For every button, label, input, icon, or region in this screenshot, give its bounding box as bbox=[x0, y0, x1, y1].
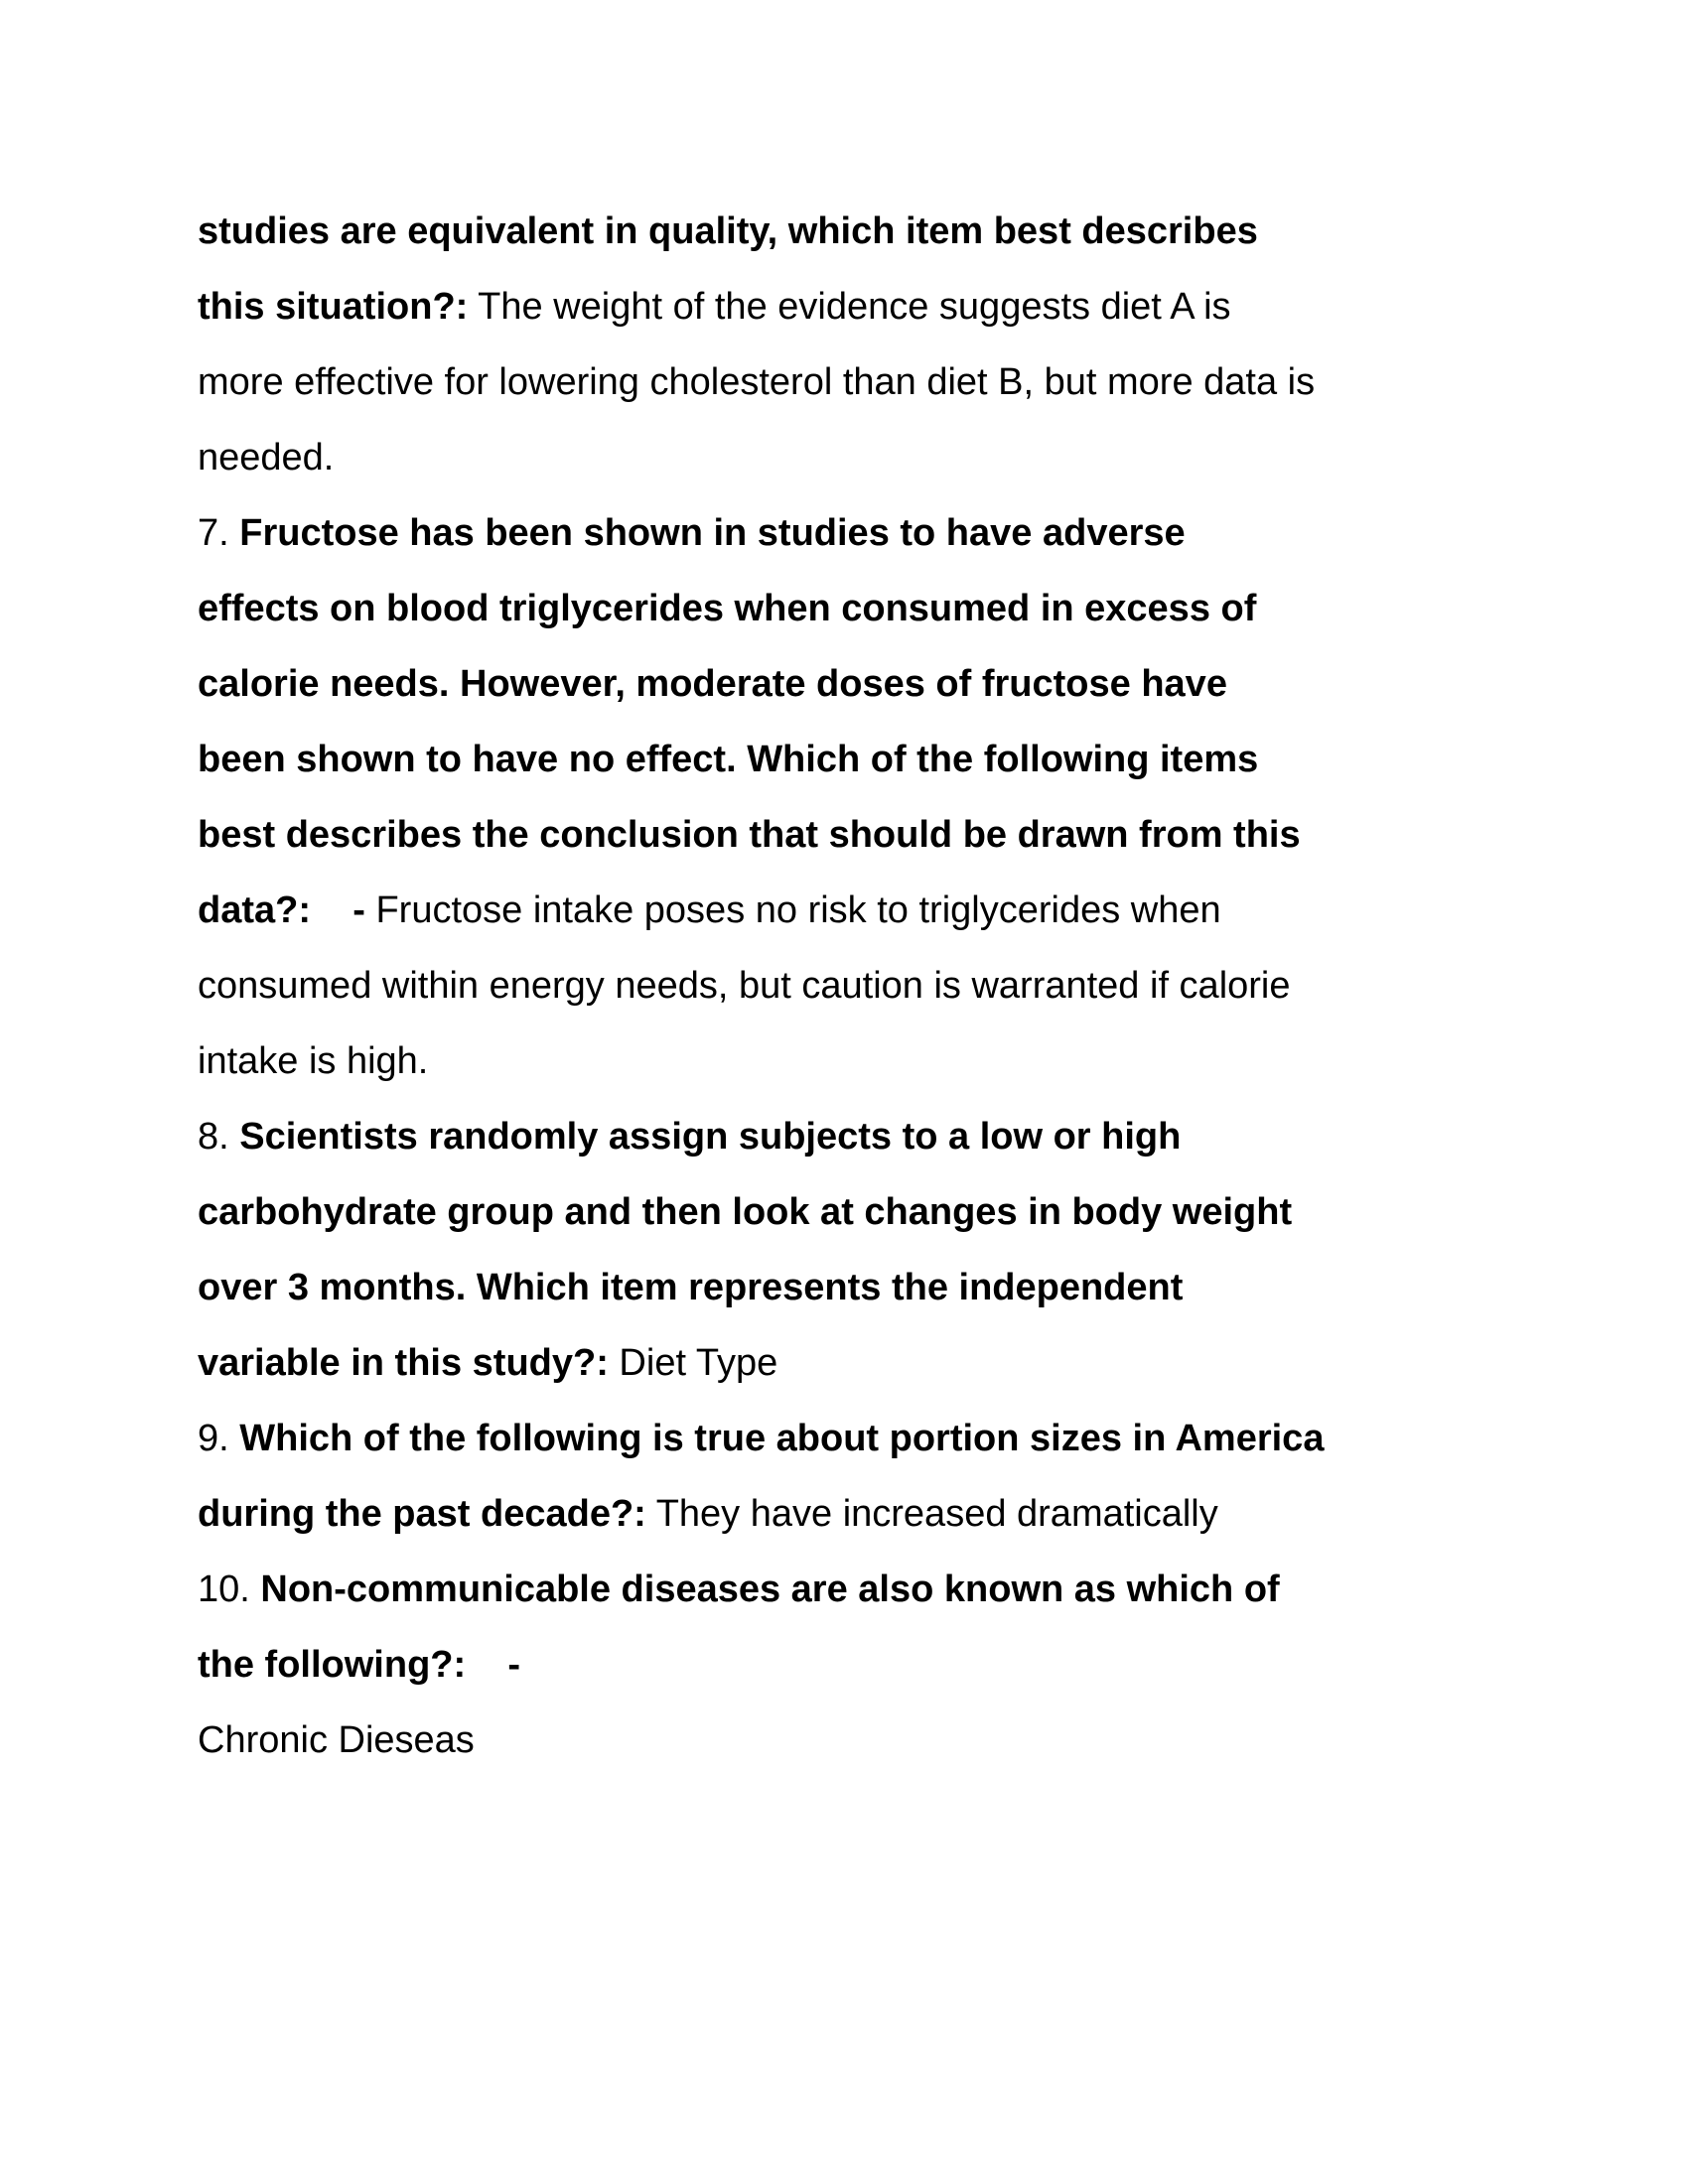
text-line bbox=[198, 344, 1528, 420]
text-line bbox=[198, 194, 1528, 269]
text-line bbox=[198, 1476, 1528, 1552]
answer-text: They have increased dramatically bbox=[645, 1493, 1218, 1535]
text-line bbox=[198, 1174, 1528, 1250]
text-line bbox=[198, 571, 1528, 646]
text-line bbox=[198, 1703, 1528, 1778]
answer-text: needed. bbox=[198, 437, 335, 478]
text-line bbox=[198, 420, 1528, 495]
answer-text: The weight of the evidence suggests diet A is bbox=[468, 286, 1231, 328]
question-text: over 3 months. Which item represents the independent bbox=[198, 1267, 1184, 1308]
question-text: been shown to have no effect. Which of the following items bbox=[198, 739, 1259, 780]
question-text: during the past decade?: bbox=[198, 1493, 646, 1535]
question-text: this situation?: bbox=[198, 286, 469, 328]
answer-text: 9. bbox=[198, 1418, 240, 1459]
answer-text: Fructose intake poses no risk to triglycerides when bbox=[364, 889, 1221, 931]
answer-text: consumed within energy needs, but caution is warranted if calorie bbox=[198, 965, 1291, 1007]
text-line bbox=[198, 1024, 1528, 1099]
answer-text: Chronic Dieseas bbox=[198, 1719, 475, 1761]
question-text: the following?: - bbox=[198, 1644, 521, 1686]
text-line bbox=[198, 1401, 1528, 1476]
question-text: best describes the conclusion that should be drawn from this bbox=[198, 814, 1301, 856]
text-line bbox=[198, 269, 1528, 344]
answer-text: more effective for lowering cholesterol than diet B, but more data is bbox=[198, 361, 1316, 403]
text-line bbox=[198, 495, 1528, 571]
text-line bbox=[198, 1552, 1528, 1627]
question-text: Fructose has been shown in studies to have adverse bbox=[239, 512, 1186, 554]
answer-text: 7. bbox=[198, 512, 240, 554]
text-line bbox=[198, 797, 1528, 873]
text-line bbox=[198, 1250, 1528, 1325]
question-text: studies are equivalent in quality, which item best describes bbox=[198, 210, 1258, 252]
text-line bbox=[198, 646, 1528, 722]
answer-text: Diet Type bbox=[608, 1342, 778, 1384]
question-text: calorie needs. However, moderate doses of fructose have bbox=[198, 663, 1227, 705]
question-text: effects on blood triglycerides when consumed in excess of bbox=[198, 588, 1257, 629]
answer-text: 10. bbox=[198, 1569, 261, 1610]
qa-text-block bbox=[198, 194, 1528, 1778]
question-text: Non-communicable diseases are also known as which of bbox=[260, 1569, 1280, 1610]
answer-text: 8. bbox=[198, 1116, 240, 1158]
question-text: Which of the following is true about portion sizes in America bbox=[239, 1418, 1325, 1459]
question-text: data?: - bbox=[198, 889, 365, 931]
text-line bbox=[198, 1099, 1528, 1174]
text-line bbox=[198, 722, 1528, 797]
text-line bbox=[198, 948, 1528, 1024]
answer-text: intake is high. bbox=[198, 1040, 429, 1082]
question-text: carbohydrate group and then look at changes in body weight bbox=[198, 1191, 1293, 1233]
text-line bbox=[198, 1627, 1528, 1703]
question-text: variable in this study?: bbox=[198, 1342, 609, 1384]
question-text: Scientists randomly assign subjects to a low or high bbox=[239, 1116, 1182, 1158]
text-line bbox=[198, 1325, 1528, 1401]
text-line bbox=[198, 873, 1528, 948]
